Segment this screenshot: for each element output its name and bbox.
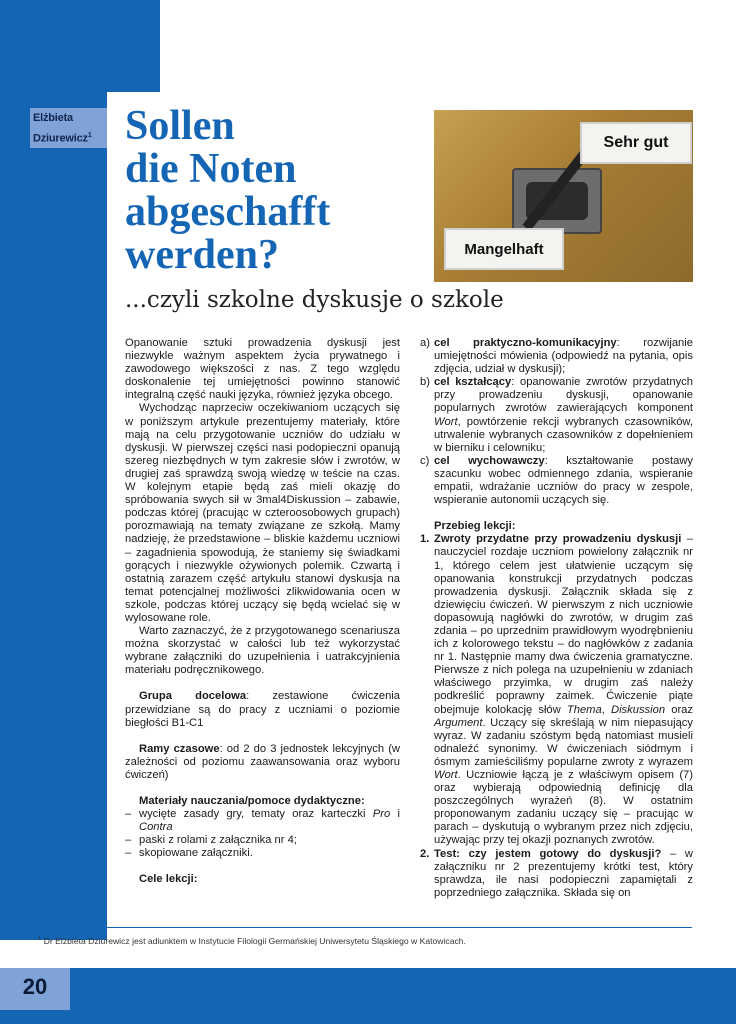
lesson-step: 2. Test: czy jestem gotowy do dyskusji? – w załączniku nr 2 prezentujemy krótki test, który sprawdza, ile nasi podopieczni zapamiętali z poprzedniego załącznika. Składa się on: [420, 847, 693, 899]
title-line-3: abgeschafft: [125, 189, 331, 235]
footnote-divider: [36, 927, 692, 928]
right-text-column: [420, 337, 693, 900]
article-subtitle: ...czyli szkolne dyskusje o szkole: [125, 287, 504, 313]
paragraph-3: Warto zaznaczyć, że z przygotowanego scenariusza można skorzystać w całości lub też wykorzystać wybrane załączniki do uzupełnienia i uatrakcyjnienia materiału podręcznikowego.: [125, 625, 400, 677]
paragraph-2: Wychodząc naprzeciw oczekiwaniom uczących się w poniższym artykule prezentujemy materiały, które mają na celu przygotowanie uczniów do udziału w dyskusji. W pierwszej części nasi podopieczni opanują szereg niezbędnych w tym zakresie słów i zwrotów, w drugiej zaś sprawdzą swoją wiedzę w teście na czas. W kolejnym etapie będą zaś mieli okazję do spróbowania swych sił w 3mal4Diskussion – zabawie, podczas której (pracując w czteroosobowych grupach) porozmawiają na tematy związane ze szkołą. Mamy nadzieję, że przedstawione – bliskie każdemu uczniowi – zagadnienia spowodują, że staniemy się świadkami gorących i niezwykle ożywionych polemik. Czwartą i ostatnią zarazem część artykułu stanowi dyskusja na temat potencjalnej możliwości zlikwidowania ocen w szkole, podczas której uczący się będą wcielać się w wylosowane role.: [125, 402, 400, 624]
title-line-1: Sollen: [125, 103, 235, 149]
bottom-blue-band: [0, 968, 736, 1024]
intro-paragraph: Opanowanie sztuki prowadzenia dyskusji jest niezwykle ważnym aspektem życia prywatnego i zawodowego większości z nas. Z tego względu doskonalenie tej umiejętności powinno stanowić integralną część nauki języka, również języka obcego.: [125, 337, 400, 402]
left-text-column: [125, 337, 400, 887]
grade-switch-photo: [434, 110, 693, 282]
lesson-plan-heading: Przebieg lekcji:: [434, 520, 516, 533]
sign-sehr-gut: Sehr gut: [580, 122, 692, 164]
goals-heading: Cele lekcji:: [139, 873, 198, 886]
author-footnote-mark: 1: [87, 132, 92, 139]
goal-item: a) cel praktyczno-komunikacyjny: rozwijanie umiejętności mówienia (odpowiedź na pytania, opis zdjęcia, udział w dyskusji);: [420, 337, 693, 376]
title-line-2: die Noten: [125, 146, 297, 192]
materials-item: – skopiowane załączniki.: [125, 847, 253, 860]
materials-heading: Materiały nauczania/pomoce dydaktyczne:: [139, 795, 365, 807]
lesson-step: 1. Zwroty przydatne przy prowadzeniu dyskusji – nauczyciel rozdaje uczniom powielony załącznik nr 1, którego celem jest ułatwienie uczącym się opanowania konstrukcji przydatnych podczas prowadzenia dyskusji. Załącznik składa się z dziewięciu ćwiczeń. W pierwszym z nich uczniowie dopasowują nagłówki do zwrotów, w drugim zaś zdania – po uprzednim prawidłowym wyodrębnieniu ich z kolorowego tekstu – do nagłówków z zadania nr 1. Następnie mamy dwa ćwiczenia gramatyczne. Pierwsze z nich polega na uzupełnieniu w zdaniach właściwego przyimka, w drugim zaś należy podkreślić poprawny zaimek. Ćwiczenie piąte obejmuje kolokację słów Thema, Diskussion oraz Argument. Uczący się skreślają w nim niepasujący wyraz. W zadaniu szóstym będą natomiast musieli odnaleźć synonimy. W ćwiczeniach siódmym i ósmym zamieściliśmy popularne zwroty z wyrazem Wort. Uczniowie łączą je z właściwym opisem (7) oraz wybierają odpowiednią definicję dla poszczególnych wyrażeń (8). W ostatnim proponowanym zadaniu uczący się – pracując w parach – dyskutują o wybranym przez nich zdjęciu, używając przy tej okazji poznanych zwrotów.: [420, 533, 693, 847]
goal-item: c) cel wychowawczy: kształtowanie postawy szacunku wobec odmiennego zdania, wspieranie empatii, wdrażanie uczniów do pracy w zespole, wspieranie autonomii uczących się.: [420, 454, 694, 507]
footnote: $^1$ Dr Elżbieta Dziurewicz jest adiunktem w Instytucie Filologii Germańskiej Uniwersytetu Śląskiego w Katowicach.: [38, 936, 466, 946]
author-last-name: Dziurewicz$^1$: [33, 132, 92, 145]
article-title: [125, 105, 425, 277]
page-number: 20: [22, 974, 48, 999]
materials-item: – wycięte zasady gry, tematy oraz karteczki Pro i Contra: [125, 808, 400, 834]
top-left-blue-block: [0, 0, 160, 92]
target-group: Grupa docelowa: zestawione ćwiczenia przewidziane są do pracy z uczniami o poziomie biegłości B1-C1: [125, 690, 401, 729]
goal-item: b) cel kształcący: opanowanie zwrotów przydatnych przy prowadzeniu dyskusji, opanowanie popularnych zwrotów zawierających komponent Wort, powtórzenie rekcji wybranych czasowników, utrwalenie wybranych czasowników z dopełnieniem w bierniku i celowniku;: [420, 376, 693, 454]
time-frame: Ramy czasowe: od 2 do 3 jednostek lekcyjnych (w zależności od poziomu zaawansowania oraz wyboru ćwiczeń): [125, 742, 400, 781]
author-first-name: Elżbieta: [33, 112, 73, 124]
title-line-4: werden?: [125, 232, 279, 278]
author-name: [33, 110, 105, 148]
sign-mangelhaft: Mangelhaft: [444, 228, 564, 270]
materials-item: – paski z rolami z załącznika nr 4;: [125, 834, 297, 847]
